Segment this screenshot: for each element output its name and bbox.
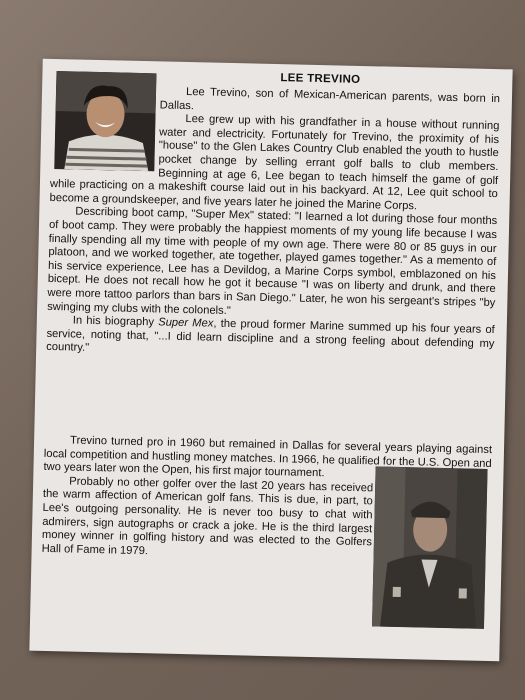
paragraph-legacy: Probably no other golfer over the last 20 years has received the warm affection of American golf fans. This is due, in part, to Lee's outgoing personality. He is never too busy to chat with admirers, sign autographs or crack a joke. He is the third largest money winner in golfing history and was elected to the Golfers Hall of Fame in 1979. xyxy=(41,475,374,558)
paragraph-birth: Lee Trevino, son of Mexican-American parents, was born in Dallas. xyxy=(159,86,501,112)
marine-photo-graphic xyxy=(372,466,488,628)
marine-portrait-photo xyxy=(372,466,488,628)
article-card xyxy=(29,59,512,662)
article-body-lower xyxy=(41,434,493,564)
book-title: Super Mex xyxy=(158,316,214,330)
paragraph-turned-pro: Trevino turned pro in 1960 but remained in Dallas for several years playing against local competition and hustling money matches. In 1966, he qualified for the U.S. Open and two years later won the Open, his first major tournament. xyxy=(43,434,493,480)
paragraph-childhood: Lee grew up with his grandfather in a house without running water and electricity. Fortunately for Trevino, the proximity of his "house" to the Glen Lakes Country Club enabled the youth to hustle pocket change by selling errant golf balls to club members. Beginning at age 6, Lee began to teach himself the game of golf while practicing on a makeshift course laid out in his backyard. At 12, Lee quit school to become a groundskeeper, and five years later he joined the Marine Corps. xyxy=(49,113,500,213)
article-body-upper xyxy=(46,83,500,365)
article-title: LEE TREVINO xyxy=(280,72,361,86)
photo-spacer xyxy=(50,83,160,171)
biography-quote: , the proud former Marine summed up his four years of service, noting that, "...I did learn discipline and a strong feeling about defending my country." xyxy=(46,317,495,355)
biography-intro: In his biography xyxy=(72,314,159,329)
paragraph-boot-camp: Describing boot camp, "Super Mex" stated: "I learned a lot during those four months of boot camp. They were probably the happiest moments of my young life because I was finally spending all my time with people of my own age. There were 80 or 85 guys in our platoon, and we worked together, ate together, played games together." As a memento of his service experience, Lee has a Devildog, a Marine Corps symbol, emblazoned on his bicept. He does not recall how he got it because "I was on liberty and drunk, and there were more tattoo parlors than bars in San Diego." Later, he won his sergeant's stripes "by swinging my clubs with the colonels." xyxy=(47,205,498,317)
